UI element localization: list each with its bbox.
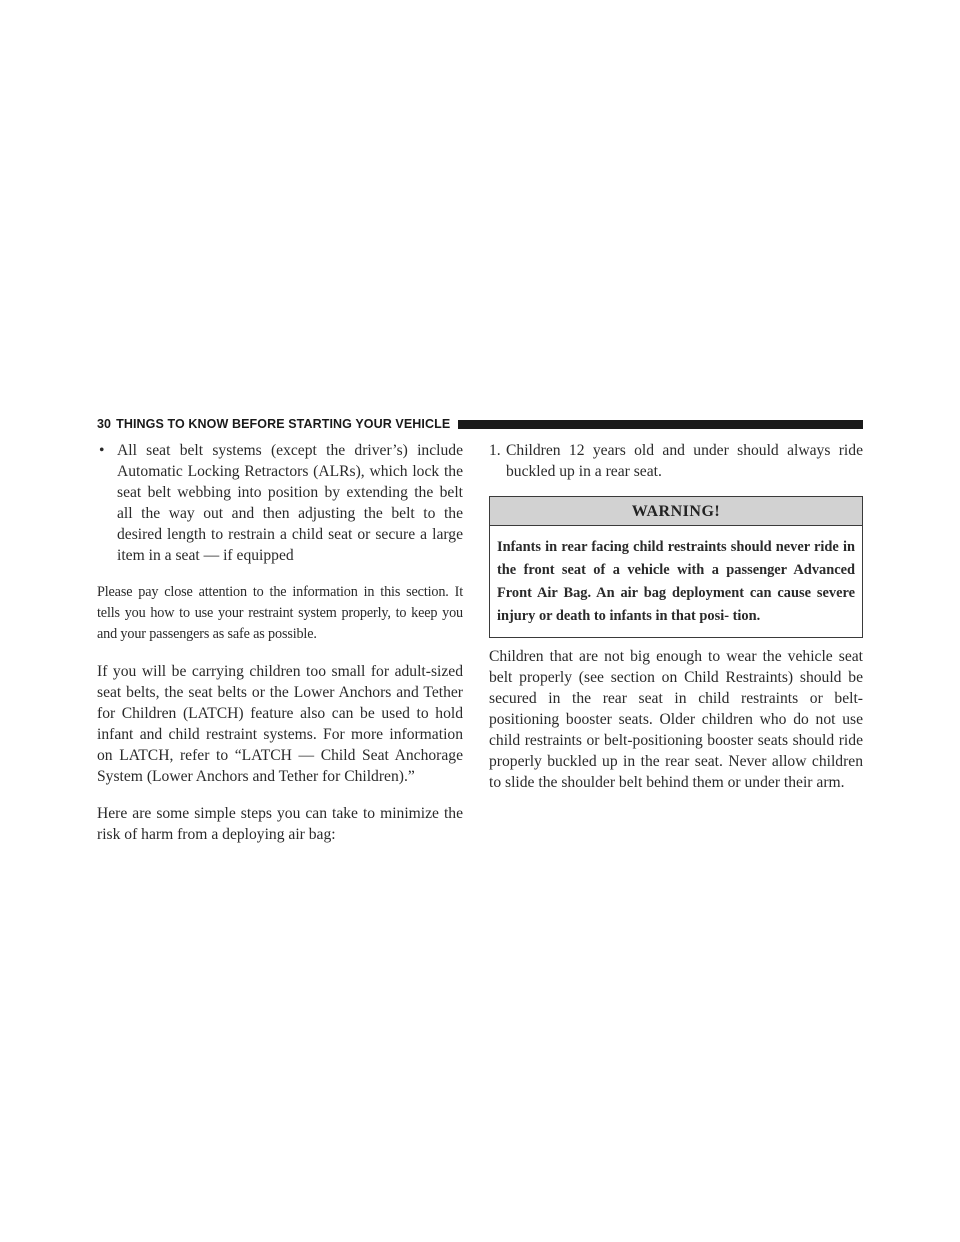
page-header <box>97 417 863 431</box>
bullet-item <box>97 440 463 566</box>
section-title: THINGS TO KNOW BEFORE STARTING YOUR VEHICLE <box>116 417 451 431</box>
right-column <box>489 440 863 809</box>
warning-title: WARNING! <box>490 497 862 526</box>
page-number: 30 <box>97 417 112 431</box>
warning-box <box>489 496 863 638</box>
numbered-step <box>489 440 863 482</box>
header-rule <box>458 420 863 429</box>
bullet-icon: • <box>99 442 105 459</box>
paragraph-attention: Please pay close attention to the information in this section. It tells you how to use your restraint system properly, to keep you and your passengers as safe as possible. <box>97 584 463 642</box>
paragraph-latch: If you will be carrying children too small for adult-sized seat belts, the seat belts or the Lower Anchors and Tether for Children (LATCH) feature also can be used to hold infant and child restraint systems. For more information on LATCH, refer to “LATCH — Child Seat Anchorage System (Lower Anchors and Tether for Children).” <box>97 663 463 785</box>
paragraph-steps-intro: Here are some simple steps you can take to minimize the risk of harm from a deploying air bag: <box>97 805 463 843</box>
step-number: 1. <box>489 442 501 459</box>
warning-body: Infants in rear facing child restraints should never ride in the front seat of a vehicle with a passenger Advanced Front Air Bag. An air bag deployment can cause severe injury or death to infants in that posi- tion. <box>497 539 855 624</box>
step-text: Children 12 years old and under should always ride buckled up in a rear seat. <box>506 442 863 480</box>
left-column <box>97 440 463 861</box>
paragraph-children-seating: Children that are not big enough to wear the vehicle seat belt properly (see section on Child Restraints) should be secured in the rear seat in child restraints or belt- positioning booster seats. Older children who do not use child restraints or belt-positioning booster seats should ride properly buckled up in the rear seat. Never allow children to slide the shoulder belt behind them or under their arm. <box>489 648 863 791</box>
bullet-text: All seat belt systems (except the driver’s) include Automatic Locking Retractors (ALRs), which lock the seat belt webbing into position by extending the belt all the way out and then adjusting the belt to the desired length to restrain a child seat or secure a large item in a seat — if equipped <box>117 442 463 564</box>
